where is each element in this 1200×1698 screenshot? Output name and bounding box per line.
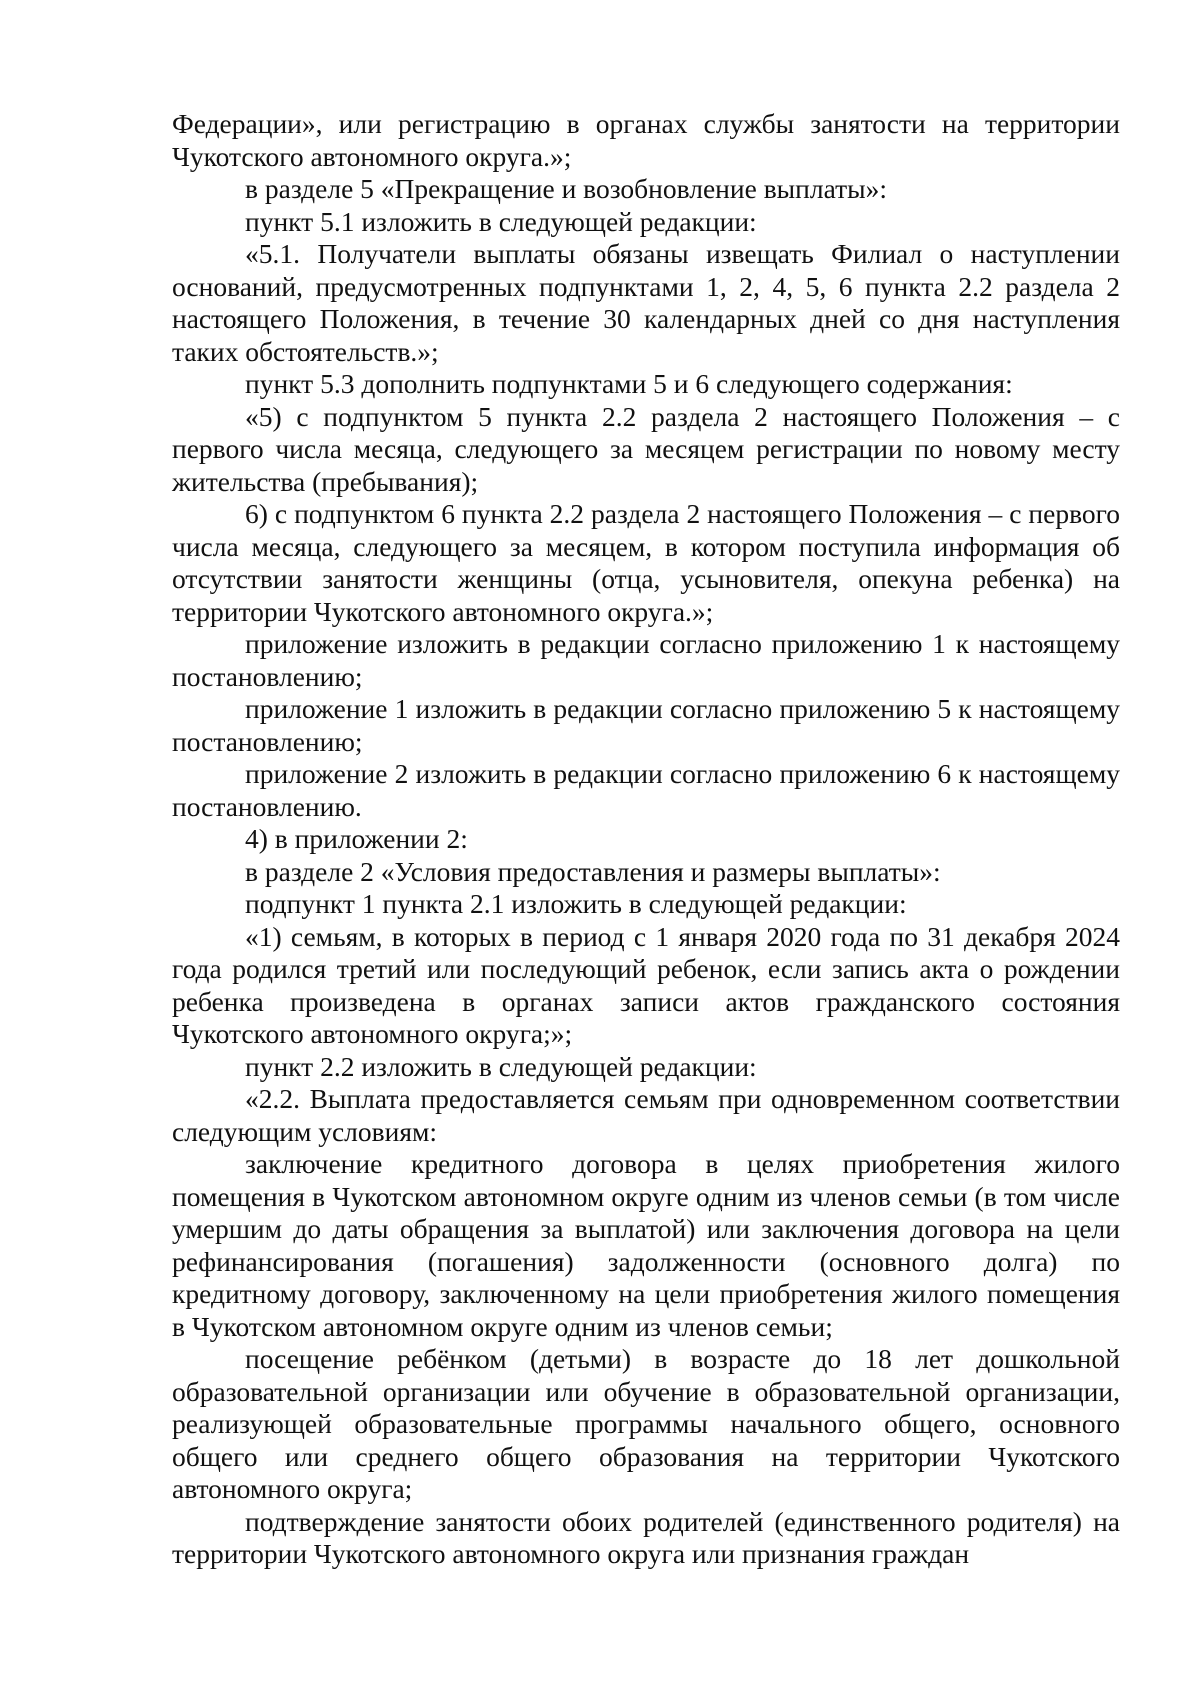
paragraph-10: приложение 2 изложить в редакции согласно приложению 6 к настоящему постановлению. <box>172 758 1120 822</box>
paragraph-1: Федерации», или регистрацию в органах службы занятости на территории Чукотского автономного округа.»; <box>172 108 1120 172</box>
paragraph-7: 6) с подпунктом 6 пункта 2.2 раздела 2 настоящего Положения – с первого числа месяца, следующего за месяцем, в котором поступила информация об отсутствии занятости женщины (отца, усыновителя, опекуна ребенка) на территории Чукотского автономного округа.»; <box>172 498 1120 627</box>
paragraph-14: «1) семьям, в которых в период с 1 января 2020 года по 31 декабря 2024 года родился третий или последующий ребенок, если запись акта о рождении ребенка произведена в органах записи актов гражданского состояния Чукотского автономного округа;»; <box>172 920 1120 1049</box>
paragraph-4: «5.1. Получатели выплаты обязаны извещать Филиал о наступлении оснований, предусмотренных подпунктами 1, 2, 4, 5, 6 пункта 2.2 раздела 2 настоящего Положения, в течение 30 календарных дней со дня наступления таких обстоятельств.»; <box>172 238 1120 367</box>
paragraph-19: подтверждение занятости обоих родителей (единственного родителя) на территории Чукотского автономного округа или признания граждан <box>172 1505 1120 1569</box>
paragraph-3: пункт 5.1 изложить в следующей редакции: <box>245 205 757 237</box>
paragraph-11: 4) в приложении 2: <box>245 823 468 854</box>
paragraph-8: приложение изложить в редакции согласно приложению 1 к настоящему постановлению; <box>172 628 1120 692</box>
document-page <box>172 108 1120 1571</box>
paragraph-13: подпункт 1 пункта 2.1 изложить в следующей редакции: <box>245 888 907 919</box>
paragraph-16: «2.2. Выплата предоставляется семьям при одновременном соответствии следующим условиям: <box>172 1083 1120 1147</box>
paragraph-6: «5) с подпунктом 5 пункта 2.2 раздела 2 настоящего Положения – с первого числа месяца, следующего за месяцем регистрации по новому месту жительства (пребывания); <box>172 400 1120 497</box>
paragraph-15: пункт 2.2 изложить в следующей редакции: <box>245 1050 757 1082</box>
paragraph-17: заключение кредитного договора в целях приобретения жилого помещения в Чукотском автономном округе одним из членов семьи (в том числе умершим до даты обращения за выплатой) или заключения договора на цели рефинансирования (погашения) задолженности (основного долга) по кредитному договору, заключенному на цели приобретения жилого помещения в Чукотском автономном округе одним из членов семьи; <box>172 1148 1120 1342</box>
paragraph-5: пункт 5.3 дополнить подпунктами 5 и 6 следующего содержания: <box>245 368 1013 399</box>
paragraph-18: посещение ребёнком (детьми) в возрасте до 18 лет дошкольной образовательной организации или обучение в образовательной организации, реализующей образовательные программы начального общего, основного общего или среднего общего образования на территории Чукотского автономного округа; <box>172 1343 1120 1504</box>
paragraph-12: в разделе 2 «Условия предоставления и размеры выплаты»: <box>245 855 941 887</box>
paragraph-9: приложение 1 изложить в редакции согласно приложению 5 к настоящему постановлению; <box>172 693 1120 757</box>
paragraph-2: в разделе 5 «Прекращение и возобновление выплаты»: <box>245 173 887 204</box>
